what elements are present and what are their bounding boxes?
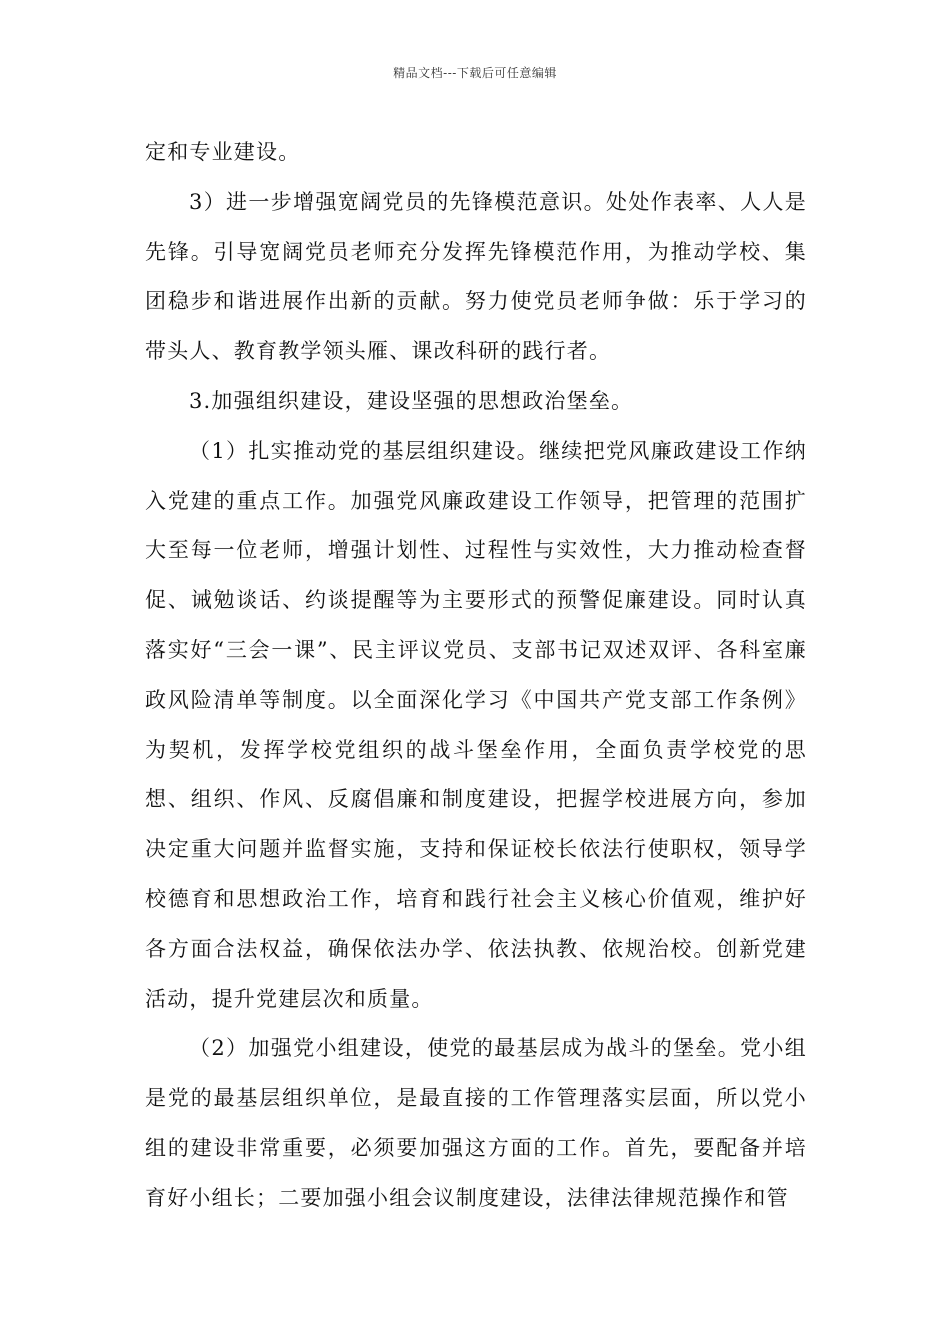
- paragraph-2: 3）进一步增强宽阔党员的先锋模范意识。处处作表率、人人是先锋。引导宽阔党员老师充分发挥先锋模范作用，为推动学校、集团稳步和谐进展作出新的贡献。努力使党员老师争做：乐于学习的带头人、教育教学领头雁、课改科研的践行者。: [145, 189, 807, 364]
- paragraph-3: 3.加强组织建设，建设坚强的思想政治堡垒。: [189, 388, 634, 413]
- document-body: [145, 128, 807, 1224]
- paragraph-4: （1）扎实推动党的基层组织建设。继续把党风廉政建设工作纳入党建的重点工作。加强党风廉政建设工作领导，把管理的范围扩大至每一位老师，增强计划性、过程性与实效性，大力推动检查督促、诫勉谈话、约谈提醒等为主要形式的预警促廉建设。同时认真落实好“三会一课”、民主评议党员、支部书记双述双评、各科室廉政风险清单等制度。以全面深化学习《中国共产党支部工作条例》为契机，发挥学校党组织的战斗堡垒作用，全面负责学校党的思想、组织、作风、反腐倡廉和制度建设，把握学校进展方向，参加决定重大问题并监督实施，支持和保证校长依法行使职权，领导学校德育和思想政治工作，培育和践行社会主义核心价值观，维护好各方面合法权益，确保依法办学、依法执教、依规治校。创新党建活动，提升党建层次和质量。: [145, 438, 807, 1011]
- page-header: 精品文档---下载后可任意编辑: [393, 66, 557, 80]
- paragraph-1: 定和专业建设。: [145, 140, 301, 164]
- paragraph-5: （2）加强党小组建设，使党的最基层成为战斗的堡垒。党小组是党的最基层组织单位，是最直接的工作管理落实层面，所以党小组的建设非常重要，必须要加强这方面的工作。首先，要配备并培育好小组长；二要加强小组会议制度建设，法律法律规范操作和管: [145, 1036, 807, 1210]
